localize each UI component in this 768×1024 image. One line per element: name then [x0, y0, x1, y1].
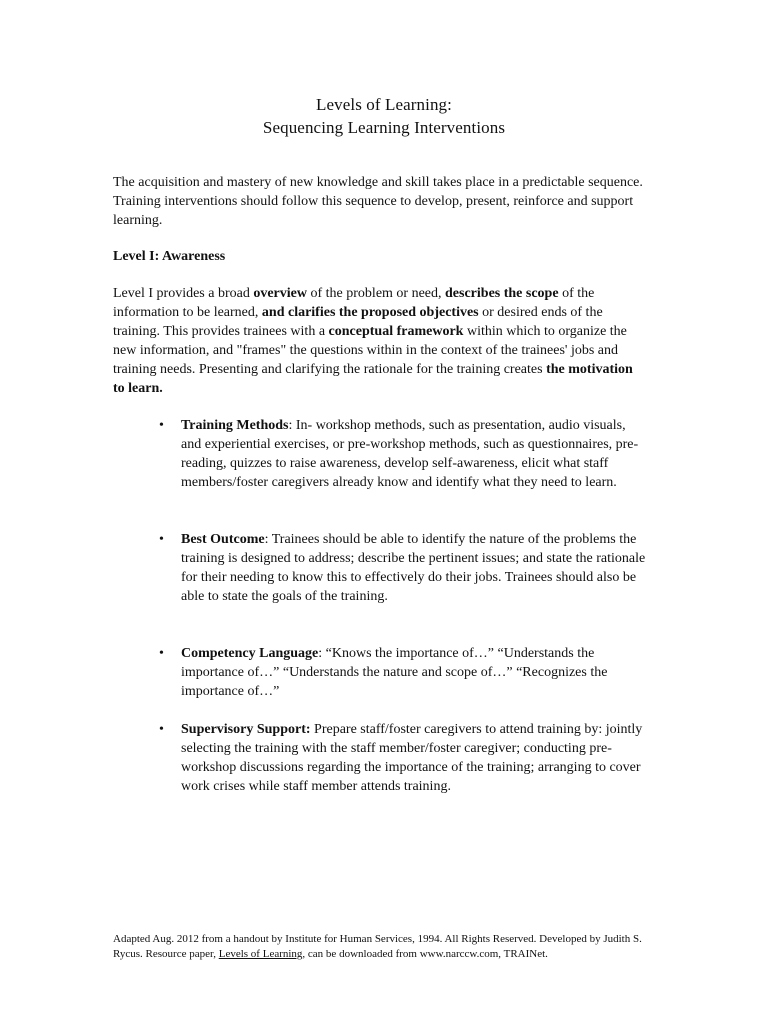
bullet-text [181, 530, 647, 606]
footer-text: Adapted Aug. 2012 from a handout by Institute for Human Services, 1994. All Rights Reserved. Developed by Judith S. Rycus. Resource paper, [113, 933, 642, 960]
level-desc-bold: describes the scope [445, 286, 559, 301]
bullet-symbol: • [159, 532, 164, 547]
bullet-body: : In- workshop methods, such as presentation, audio visuals, and experiential exercises, or pre-workshop methods, such as questionnaires, pre-reading, quizzes to raise awareness, develop self-awareness, elicit what staff members/foster caregivers already know and identify what they need to learn. [181, 418, 639, 490]
level-desc-bold: overview [253, 286, 307, 301]
bullet-label: Best Outcome [181, 532, 265, 547]
bullet-label: Training Methods [181, 418, 289, 433]
bullet-body: : Trainees should be able to identify the nature of the problems the training is designed to address; describe the pertinent issues; and state the rationale for their needing to know this to effectively do their jobs. Trainees should also be able to state the goals of the training. [181, 532, 646, 604]
bullet-text [181, 644, 647, 701]
levels-of-learning-link[interactable]: Levels of Learning [218, 948, 303, 960]
level-desc-text: of the information to be learned, [113, 286, 595, 320]
footer-text: , can be downloaded from www.narccw.com, TRAINet. [302, 948, 548, 960]
bullet-label: Competency Language [181, 646, 319, 661]
level-desc-text: of the problem or need, [307, 286, 446, 301]
bullet-symbol: • [159, 418, 164, 433]
level-desc-bold: the motivation to learn. [113, 362, 633, 396]
bullet-text [181, 416, 647, 492]
bullet-text [181, 720, 647, 796]
level-heading: Level I: Awareness [113, 249, 226, 264]
bullet-symbol: • [159, 722, 164, 737]
level-desc-bold: and clarifies the proposed objectives [261, 305, 479, 320]
level-desc-text: Level I provides a broad [113, 286, 254, 301]
level-desc-text: or desired ends of the training. This provides trainees with a [113, 305, 603, 339]
bullet-body: Prepare staff/foster caregivers to attend training by: jointly selecting the training with the staff member/foster caregiver; conducting pre-workshop discussions regarding the importance of the training; arranging to cover work crises while staff member attends training. [181, 722, 643, 794]
document-title-line1: Levels of Learning: [316, 95, 452, 114]
bullet-label: Supervisory Support: [181, 722, 311, 737]
bullet-symbol: • [159, 646, 164, 661]
footer-note [113, 932, 653, 962]
level-desc-bold: conceptual framework [328, 324, 464, 339]
bullet-body: : “Knows the importance of…” “Understands the importance of…” “Understands the nature and scope of…” “Recognizes the importance of…” [181, 646, 608, 699]
intro-paragraph: The acquisition and mastery of new knowledge and skill takes place in a predictable sequence. Training interventions should follow this sequence to develop, present, reinforce and support learning. [113, 175, 643, 228]
level-desc-text: within which to organize the new information, and "frames" the questions within in the context of the trainees' jobs and training needs. Presenting and clarifying the rationale for the training creates [113, 324, 627, 377]
document-title-line2: Sequencing Learning Interventions [262, 118, 506, 137]
level-description [113, 284, 645, 398]
